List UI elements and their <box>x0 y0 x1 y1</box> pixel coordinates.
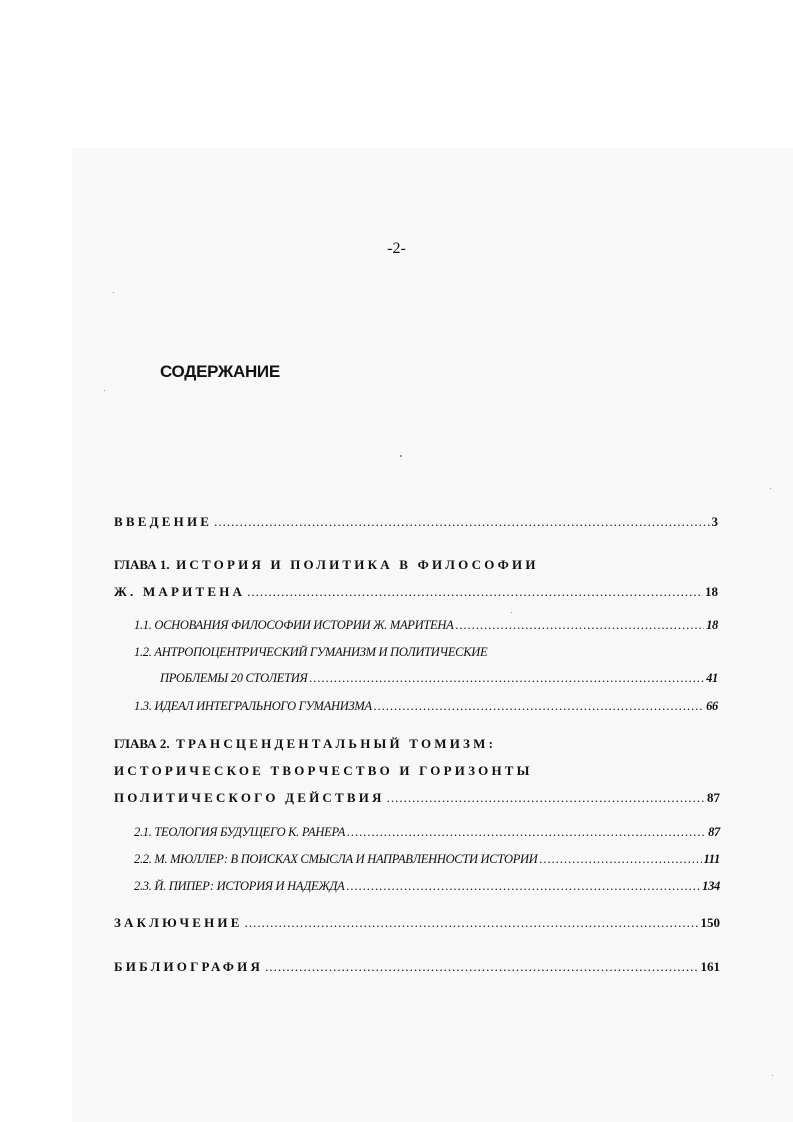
dot-leader <box>374 699 704 714</box>
chapter-title-line: ИСТОРИЯ И ПОЛИТИКА В ФИЛОСОФИИ <box>176 557 539 572</box>
toc-section-1-2-line1[interactable]: 1.2. АНТРОПОЦЕНТРИЧЕСКИЙ ГУМАНИЗМ И ПОЛИТИЧЕСКИЕ <box>134 645 488 659</box>
toc-entry-label: ЗАКЛЮЧЕНИЕ <box>114 915 243 930</box>
dot-leader <box>387 790 705 806</box>
dot-leader <box>265 959 698 975</box>
scan-speck <box>113 292 114 293</box>
section-page: 18 <box>706 618 718 632</box>
section-page: 41 <box>706 671 718 685</box>
toc-entry-label: БИБЛИОГРАФИЯ <box>114 959 264 974</box>
toc-entry-bibliography[interactable] <box>114 959 720 975</box>
section-label: 2.1. ТЕОЛОГИЯ БУДУЩЕГО К. РАНЕРА <box>134 825 346 839</box>
toc-section-1-3[interactable] <box>134 699 718 714</box>
section-page: 111 <box>703 852 720 866</box>
section-label: 1.1. ОСНОВАНИЯ ФИЛОСОФИИ ИСТОРИИ Ж. МАРИТЕНА <box>134 618 454 632</box>
toc-entry-label: ВВЕДЕНИЕ <box>114 514 213 529</box>
toc-entry-page: 150 <box>700 915 720 930</box>
section-page: 66 <box>706 699 718 713</box>
toc-section-2-2[interactable] <box>134 852 720 867</box>
dot-leader <box>245 915 699 931</box>
scan-speck <box>770 488 771 489</box>
section-label: 2.2. М. МЮЛЛЕР: В ПОИСКАХ СМЫСЛА И НАПРАВЛЕННОСТИ ИСТОРИИ <box>134 852 538 866</box>
dot-leader <box>539 852 701 867</box>
dot-leader <box>214 514 709 530</box>
dot-leader <box>455 618 704 633</box>
toc-section-2-1[interactable] <box>134 825 720 840</box>
toc-entry-chapter-1[interactable] <box>114 584 718 600</box>
toc-entry-conclusion[interactable] <box>114 915 720 931</box>
chapter-prefix: ГЛАВА 2. <box>114 736 170 751</box>
scanned-sheet <box>72 148 793 1122</box>
dot-leader <box>247 584 703 600</box>
chapter-title-line: ТРАНСЦЕНДЕНТАЛЬНЫЙ ТОМИЗМ: <box>176 736 497 751</box>
scan-speck <box>511 612 512 613</box>
section-label: 2.3. Й. ПИПЕР: ИСТОРИЯ И НАДЕЖДА <box>134 879 345 893</box>
chapter-prefix: ГЛАВА 1. <box>114 557 170 572</box>
toc-entry-intro[interactable] <box>114 514 718 530</box>
section-page: 134 <box>702 879 720 893</box>
section-page: 87 <box>708 825 720 839</box>
scan-speck <box>104 390 105 391</box>
toc-entry-page: 161 <box>700 959 720 974</box>
dot-leader <box>346 879 700 894</box>
toc-chapter-2-heading[interactable] <box>114 736 496 752</box>
chapter-title-line: Ж. МАРИТЕНА <box>114 584 246 599</box>
chapter-title-line: ПОЛИТИЧЕСКОГО ДЕЙСТВИЯ <box>114 790 385 805</box>
toc-section-2-3[interactable] <box>134 879 720 894</box>
toc-entry-page: 18 <box>705 584 718 599</box>
dot-leader <box>309 671 704 686</box>
dot-leader <box>347 825 706 840</box>
toc-section-1-2[interactable] <box>160 671 718 686</box>
scan-speck <box>772 1075 773 1076</box>
page-number: -2- <box>387 240 406 257</box>
toc-entry-chapter-2[interactable] <box>114 790 720 806</box>
section-label: 1.3. ИДЕАЛ ИНТЕГРАЛЬНОГО ГУМАНИЗМА <box>134 699 372 713</box>
toc-chapter-1-heading[interactable] <box>114 557 539 573</box>
toc-entry-page: 3 <box>711 514 718 529</box>
toc-title: СОДЕРЖАНИЕ <box>160 362 280 381</box>
toc-entry-page: 87 <box>707 790 720 805</box>
section-label: ПРОБЛЕМЫ 20 СТОЛЕТИЯ <box>160 671 308 685</box>
toc-section-1-1[interactable] <box>134 618 718 633</box>
toc-chapter-2-line2[interactable]: ИСТОРИЧЕСКОЕ ТВОРЧЕСТВО И ГОРИЗОНТЫ <box>114 763 533 778</box>
scan-speck <box>400 455 402 457</box>
